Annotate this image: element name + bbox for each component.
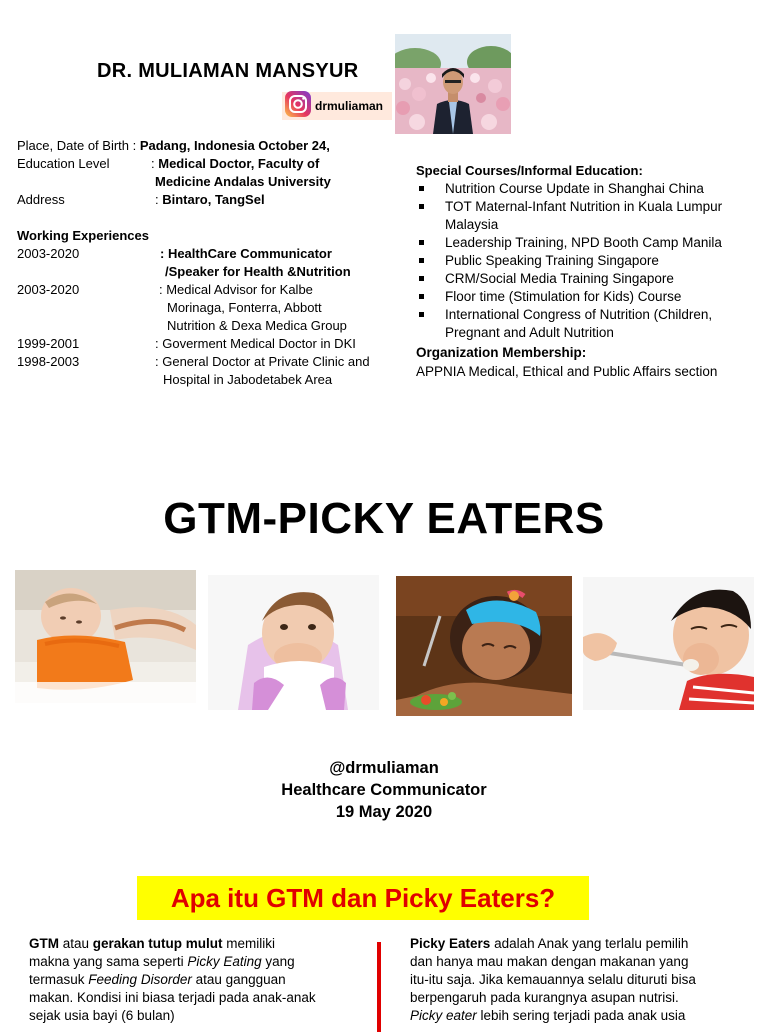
term-gerakan-tutup-mulut: gerakan tutup mulut	[92, 936, 223, 951]
work-line: : Goverment Medical Doctor in DKI	[155, 336, 356, 351]
list-item: Leadership Training, NPD Booth Camp Manila	[416, 234, 722, 252]
text-span: makna yang sama seperti	[29, 954, 188, 969]
education-label: Education Level	[17, 156, 110, 171]
term-gtm: GTM	[29, 936, 59, 951]
work-years: 2003-2020	[17, 282, 80, 297]
question-heading: Apa itu GTM dan Picky Eaters?	[170, 882, 556, 913]
presenter-role: Healthcare Communicator	[281, 781, 487, 799]
text-span: memiliki	[222, 936, 276, 951]
text-line: itu-itu saja. Jika kemauannya selalu dituruti bisa	[410, 972, 696, 987]
org-value: APPNIA Medical, Ethical and Public Affairs section	[416, 364, 718, 379]
presenter-handle: @drmuliaman	[329, 759, 439, 777]
address-label: Address	[17, 192, 65, 207]
work-line: Morinaga, Fonterra, Abbott	[167, 300, 322, 315]
term-feeding-disorder: Feeding Disorder	[88, 972, 192, 987]
text-line: sejak usia bayi (6 bulan)	[29, 1008, 175, 1023]
text-line	[29, 953, 316, 971]
list-item: Floor time (Stimulation for Kids) Course	[416, 288, 722, 306]
list-item: International Congress of Nutrition (Children,	[416, 306, 722, 324]
education-colon: :	[151, 156, 159, 171]
education-value-row	[151, 155, 319, 173]
text-line	[29, 971, 316, 989]
term-picky-eating: Picky Eating	[187, 954, 262, 969]
list-item: Nutrition Course Update in Shanghai China	[416, 180, 722, 198]
text-span: termasuk	[29, 972, 89, 987]
text-span: atau gangguan	[191, 972, 286, 987]
work-line: Hospital in Jabodetabek Area	[163, 372, 333, 387]
text-line: dan hanya mau makan dengan makanan yang	[410, 954, 689, 969]
address-value-row	[155, 191, 265, 209]
photo-toddler-covering-mouth	[208, 575, 379, 710]
education-value-2: Medicine Andalas University	[155, 174, 331, 189]
instagram-icon	[284, 90, 312, 123]
instagram-badge[interactable]	[282, 92, 392, 120]
presentation-date: 19 May 2020	[335, 803, 433, 821]
profile-name: DR. MULIAMAN MANSYUR	[97, 60, 359, 82]
courses-heading: Special Courses/Informal Education:	[416, 163, 643, 178]
education-value-1: Medical Doctor, Faculty of	[158, 156, 320, 171]
gtm-definition	[29, 935, 316, 1025]
work-line: Nutrition & Dexa Medica Group	[167, 318, 347, 333]
text-line: makan. Kondisi ini biasa terjadi pada anak-anak	[29, 990, 316, 1005]
text-span: lebih sering terjadi pada anak usia	[476, 1008, 686, 1023]
text-span: adalah Anak yang terlalu pemilih	[490, 936, 689, 951]
presentation-title: GTM-PICKY EATERS	[163, 494, 605, 543]
list-item: Public Speaking Training Singapore	[416, 252, 722, 270]
work-line: : General Doctor at Private Clinic and	[155, 354, 370, 369]
text-line: berpengaruh pada kurangnya asupan nutrisi.	[410, 990, 679, 1005]
birth-value: Padang, Indonesia October 24,	[139, 138, 330, 153]
text-line	[29, 935, 316, 953]
list-item: Malaysia	[445, 217, 499, 232]
work-heading: Working Experiences	[17, 228, 149, 243]
text-line	[410, 1007, 696, 1025]
instagram-handle[interactable]: drmuliaman	[315, 99, 384, 113]
divider-line	[377, 942, 381, 1032]
photo-baby-highchair	[15, 570, 196, 703]
term-picky-eaters: Picky Eaters	[410, 936, 491, 951]
list-item: CRM/Social Media Training Singapore	[416, 270, 722, 288]
address-value: Bintaro, TangSel	[162, 192, 265, 207]
profile-photo	[395, 34, 511, 134]
text-line	[410, 935, 696, 953]
work-years: 1998-2003	[17, 354, 80, 369]
term-picky-eater: Picky eater	[410, 1008, 477, 1023]
courses-list	[416, 180, 722, 342]
work-years: 1999-2001	[17, 336, 80, 351]
birth-row	[17, 137, 330, 155]
work-years: 2003-2020	[17, 246, 80, 261]
picky-eaters-definition	[410, 935, 696, 1025]
text-span: yang	[261, 954, 295, 969]
work-line: : Medical Advisor for Kalbe	[159, 282, 313, 297]
photo-boy-refusing-spoon	[583, 577, 754, 710]
list-item: Pregnant and Adult Nutrition	[445, 325, 614, 340]
work-line: /Speaker for Health &Nutrition	[165, 264, 351, 279]
text-span: atau	[59, 936, 93, 951]
birth-label: Place, Date of Birth :	[17, 138, 140, 153]
photo-girl-with-vegetables	[396, 576, 572, 716]
question-banner	[137, 876, 589, 920]
address-colon: :	[155, 192, 163, 207]
work-line: : HealthCare Communicator	[160, 246, 332, 261]
list-item: TOT Maternal-Infant Nutrition in Kuala Lumpur	[416, 198, 722, 216]
org-heading: Organization Membership:	[416, 345, 587, 360]
